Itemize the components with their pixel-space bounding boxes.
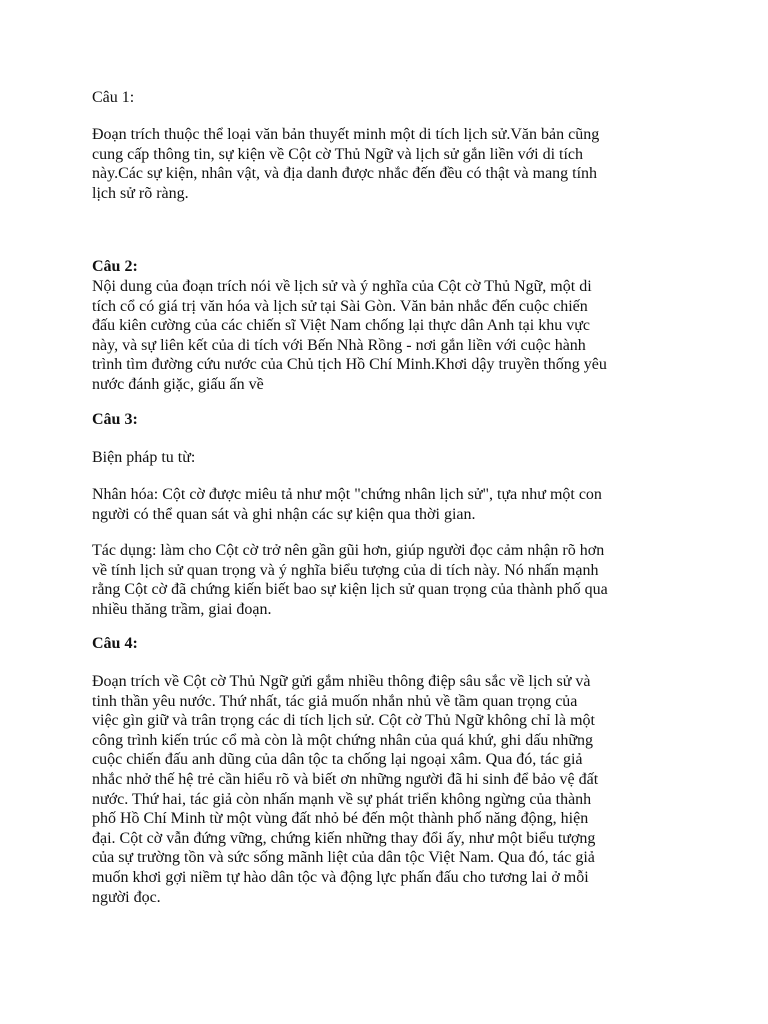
q1-line: Đoạn trích thuộc thể loại văn bản thuyết minh một di tích lịch sử.Văn bản cũng (92, 126, 600, 143)
q1-line: lịch sử rõ ràng. (92, 184, 189, 202)
q4-line: nước. Thứ hai, tác giả còn nhấn mạnh về sự phát triển không ngừng của thành (92, 790, 592, 808)
q2-answer (92, 277, 682, 395)
q2-line: nước đánh giặc, giấu ấn về (92, 375, 264, 393)
q3-heading: Câu 3: (92, 411, 138, 428)
q4-line: công trình kiến trúc cổ mà còn là một chứng nhân của quá khứ, ghi dấu những (92, 731, 593, 749)
q2-heading: Câu 2: (92, 258, 138, 275)
q4-line: tinh thần yêu nước. Thứ nhất, tác giả muốn nhắn nhủ về tầm quan trọng của (92, 692, 578, 710)
q4-line: Đoạn trích về Cột cờ Thủ Ngữ gửi gắm nhiều thông điệp sâu sắc về lịch sử và (92, 673, 591, 690)
q3-line: Tác dụng: làm cho Cột cờ trở nên gần gũi hơn, giúp người đọc cảm nhận rõ hơn (92, 542, 605, 559)
q2-line: trình tìm đường cứu nước của Chủ tịch Hồ Chí Minh.Khơi dậy truyền thống yêu (92, 356, 607, 374)
q4-line: nhắc nhở thế hệ trẻ cần hiểu rõ và biết ơn những người đã hi sinh để bảo vệ đất (92, 770, 599, 788)
q1-line: cung cấp thông tin, sự kiện về Cột cờ Thủ Ngữ và lịch sử gắn liền với di tích (92, 145, 584, 163)
q4-line: việc gìn giữ và trân trọng các di tích lịch sử. Cột cờ Thủ Ngữ không chỉ là một (92, 712, 595, 730)
q4-line: cuộc chiến đấu anh dũng của dân tộc ta chống lại ngoại xâm. Qua đó, tác giả (92, 751, 583, 769)
q4-line: người đọc. (92, 888, 161, 906)
q3-line: rằng Cột cờ đã chứng kiến biết bao sự kiện lịch sử quan trọng của thành phố qua (92, 581, 608, 599)
q1-line: này.Các sự kiện, nhân vật, và địa danh được nhắc đến đều có thật và mang tính (92, 165, 598, 183)
q2-line: này, và sự liên kết của di tích với Bến Nhà Rồng - nơi gắn liền với cuộc hành (92, 336, 586, 354)
q3-line: về tính lịch sử quan trọng và ý nghĩa biểu tượng của di tích này. Nó nhấn mạnh (92, 561, 599, 579)
q1-heading: Câu 1: (92, 89, 135, 106)
q4-line: phố Hồ Chí Minh từ một vùng đất nhỏ bé đến một thành phố năng động, hiện (92, 810, 589, 828)
q3-effect (92, 541, 682, 619)
q2-line: tích cổ có giá trị văn hóa và lịch sử tại Sài Gòn. Văn bản nhắc đến cuộc chiến (92, 297, 588, 315)
q3-line: Nhân hóa: Cột cờ được miêu tả như một "chứng nhân lịch sử", tựa như một con (92, 486, 602, 503)
q4-line: của sự trường tồn và sức sống mãnh liệt của dân tộc Việt Nam. Qua đó, tác giả (92, 849, 595, 867)
q4-line: đại. Cột cờ vẫn đứng vững, chứng kiến những thay đổi ấy, như một biểu tượng (92, 829, 596, 847)
q4-line: muốn khơi gợi niềm tự hào dân tộc và động lực phấn đấu cho tương lai ở mỗi (92, 868, 589, 886)
q2-line: Nội dung của đoạn trích nói về lịch sử và ý nghĩa của Cột cờ Thủ Ngữ, một di (92, 278, 592, 295)
q4-answer (92, 672, 682, 907)
q2-line: đấu kiên cường của các chiến sĩ Việt Nam chống lại thực dân Anh tại khu vực (92, 317, 590, 335)
q4-heading: Câu 4: (92, 635, 138, 652)
q1-answer (92, 125, 682, 203)
q3-line: người có thể quan sát và ghi nhận các sự kiện qua thời gian. (92, 505, 476, 523)
q3-line: nhiều thăng trầm, giai đoạn. (92, 600, 272, 618)
q3-intro: Biện pháp tu từ: (92, 449, 196, 466)
q3-personification (92, 485, 682, 524)
